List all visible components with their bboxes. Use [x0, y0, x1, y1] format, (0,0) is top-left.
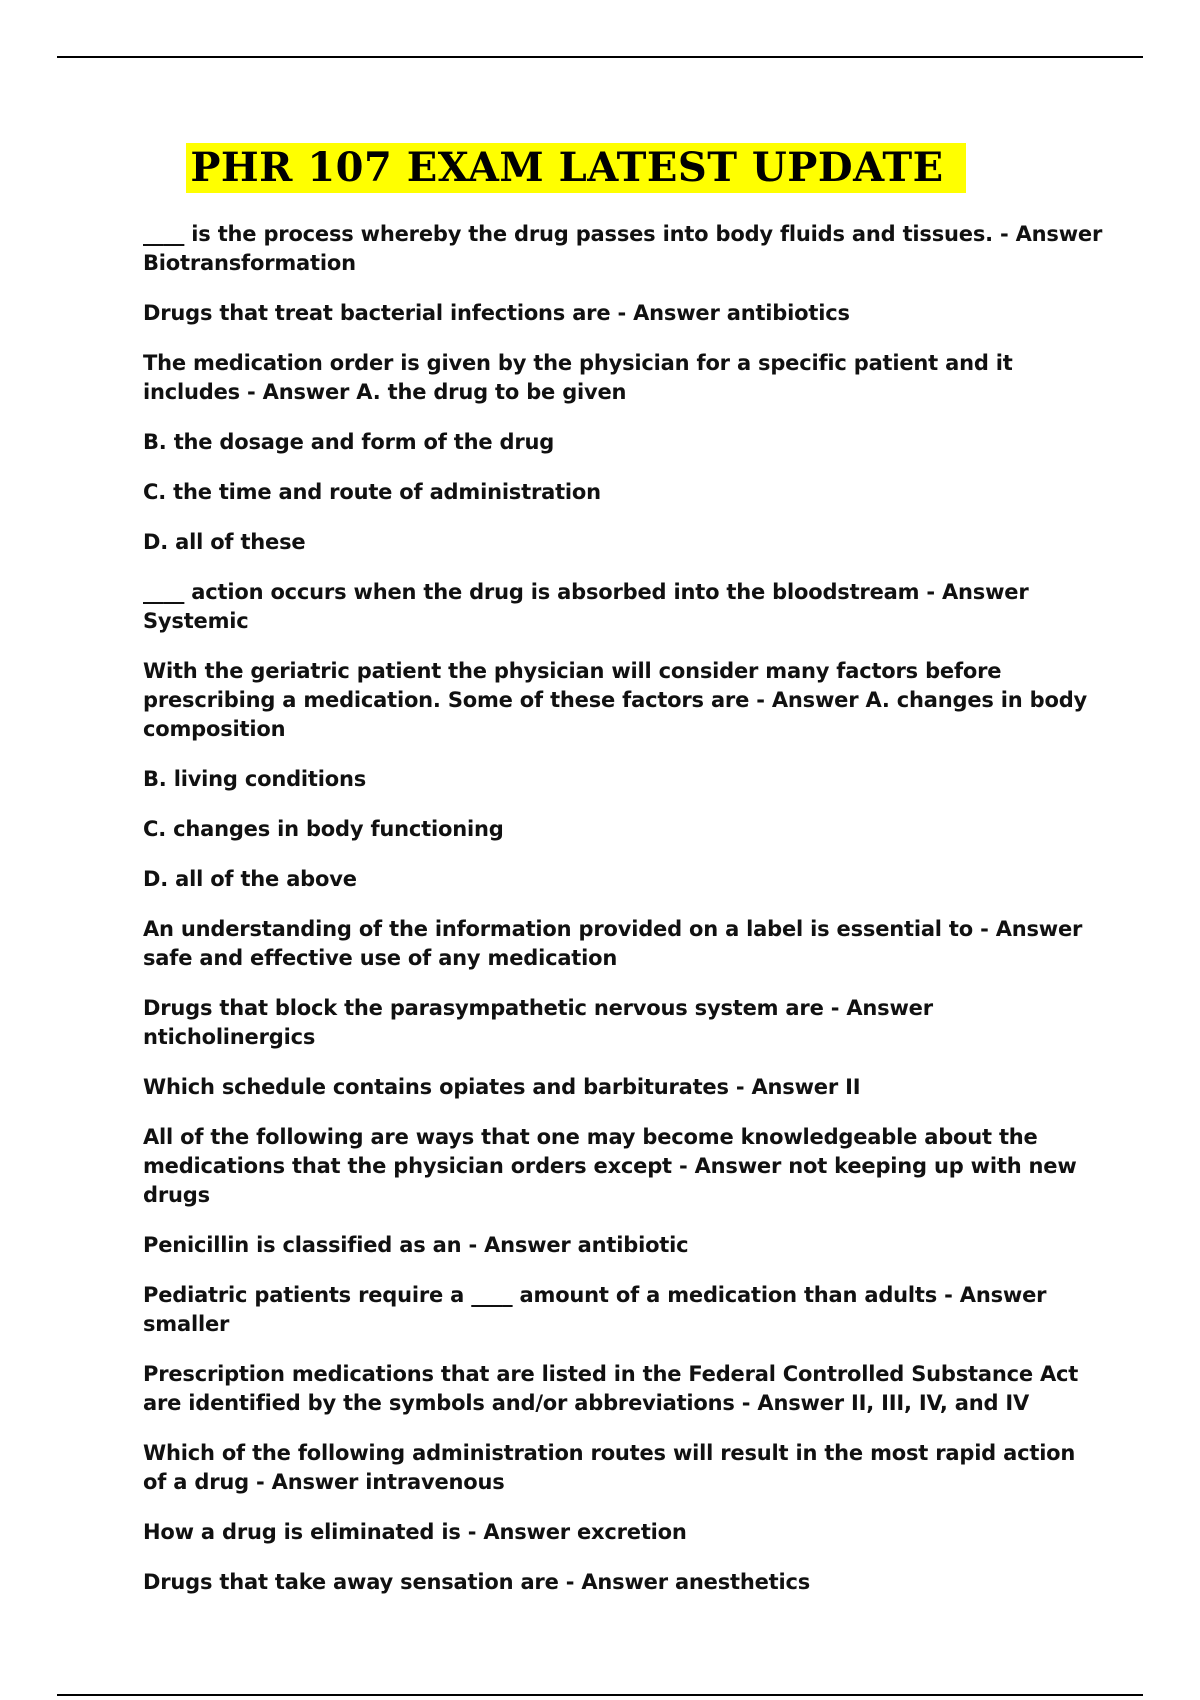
qa-item: Drugs that treat bacterial infections are - Answer antibiotics — [143, 301, 850, 325]
qa-option: B. living conditions — [143, 767, 367, 791]
qa-option: C. the time and route of administration — [143, 480, 601, 504]
qa-option: C. changes in body functioning — [143, 817, 504, 841]
qa-item: ____ action occurs when the drug is absorbed into the bloodstream - Answer Systemic — [143, 580, 1029, 633]
qa-item: An understanding of the information provided on a label is essential to - Answer safe and effective use of any medication — [143, 917, 1083, 970]
qa-item: ____ is the process whereby the drug passes into body fluids and tissues. - Answer Biotransformation — [143, 222, 1103, 275]
qa-item: Which schedule contains opiates and barbiturates - Answer II — [143, 1075, 861, 1099]
qa-list — [143, 220, 1103, 1618]
qa-item: How a drug is eliminated is - Answer excretion — [143, 1520, 687, 1544]
qa-option: B. the dosage and form of the drug — [143, 430, 555, 454]
qa-option: D. all of the above — [143, 867, 357, 891]
page-title: PHR 107 EXAM LATEST UPDATE — [186, 143, 965, 193]
bottom-rule — [57, 1694, 1143, 1696]
top-rule — [57, 56, 1143, 58]
qa-item: The medication order is given by the physician for a specific patient and it includes - Answer A. the drug to be given — [143, 351, 1013, 404]
qa-option: D. all of these — [143, 530, 306, 554]
qa-item: Pediatric patients require a ____ amount of a medication than adults - Answer smaller — [143, 1283, 1047, 1336]
qa-item: All of the following are ways that one may become knowledgeable about the medications that the physician orders except - Answer not keeping up with new drugs — [143, 1125, 1077, 1207]
title-container — [0, 143, 1200, 193]
qa-item: Drugs that block the parasympathetic nervous system are - Answer nticholinergics — [143, 996, 933, 1049]
qa-item: Prescription medications that are listed in the Federal Controlled Substance Act are identified by the symbols and/or abbreviations - Answer II, III, IV, and IV — [143, 1362, 1079, 1415]
qa-item: Penicillin is classified as an - Answer antibiotic — [143, 1233, 689, 1257]
qa-item: With the geriatric patient the physician will consider many factors before prescribing a medication. Some of these factors are - Answer A. changes in body composition — [143, 659, 1088, 741]
qa-item: Which of the following administration routes will result in the most rapid action of a drug - Answer intravenous — [143, 1441, 1076, 1494]
qa-item: Drugs that take away sensation are - Answer anesthetics — [143, 1570, 811, 1594]
